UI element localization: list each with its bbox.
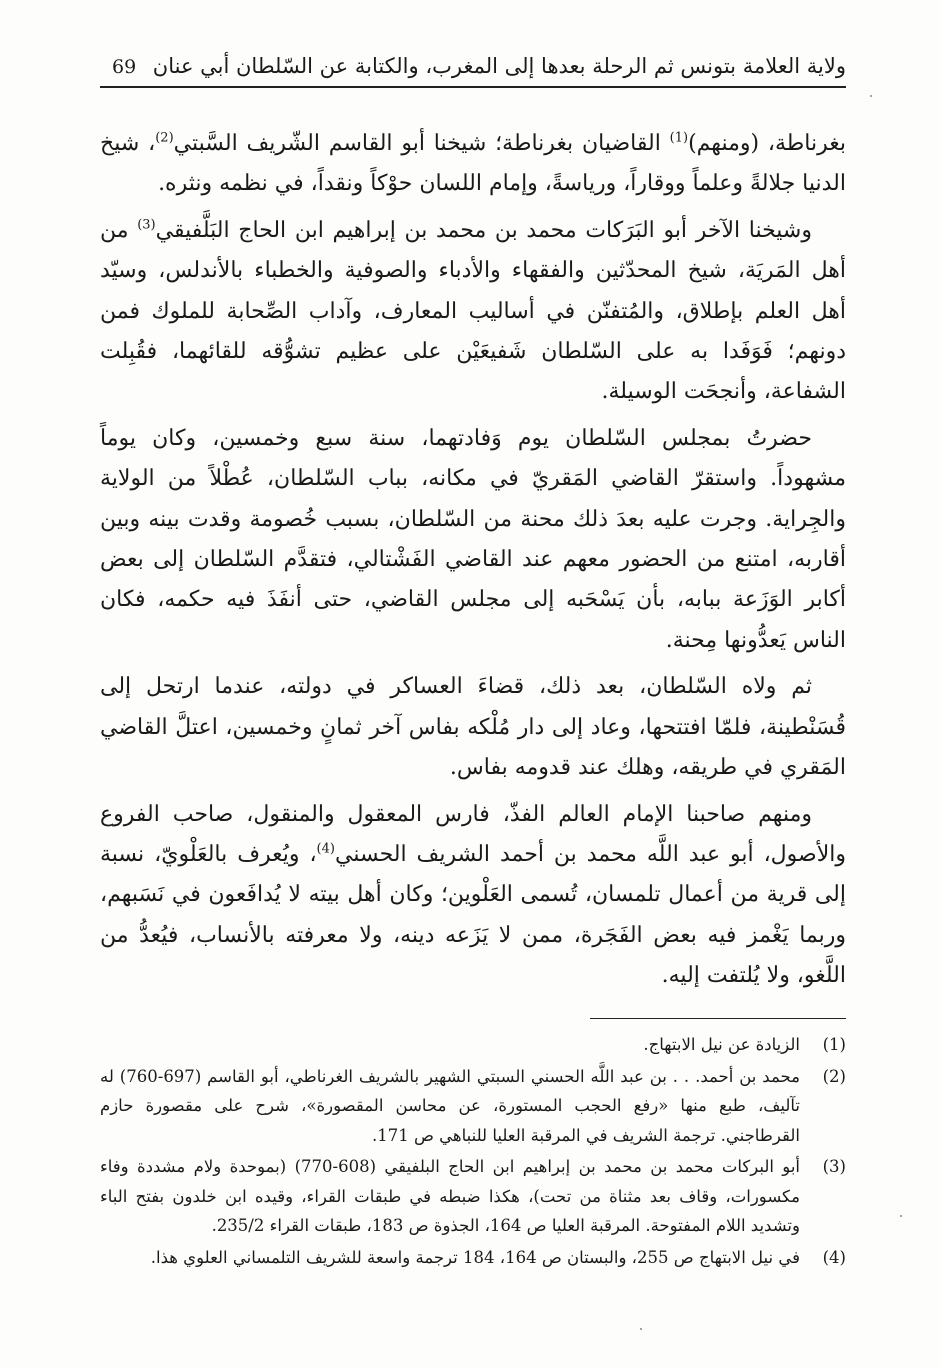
footnote-ref: (2): [155, 130, 174, 146]
paragraph: [100, 795, 846, 997]
main-text: [100, 124, 846, 1003]
page-number: 69: [112, 56, 137, 78]
footnote-separator: [590, 1018, 846, 1019]
footnote-ref: (3): [137, 217, 156, 233]
footnote-ref: (1): [669, 130, 689, 146]
footnote-number: (1): [822, 1035, 846, 1054]
footnote: [100, 1030, 846, 1060]
footnote-text: محمد بن أحمد. . . بن عبد اللَّه الحسني السبتي الشهير بالشريف الغرناطي، أبو القاسم (697-760) له تآليف، طبع منها «رفع الحجب المستورة، عن محاسن المقصورة»، شرح على مقصورة حازم القرطاجني. ترجمة الشريف في المرقبة العليا للنباهي ص 171.: [100, 1066, 800, 1145]
scan-speck: [900, 1215, 902, 1217]
text-run: ، ويُعرف بالعَلْويّ، نسبة إلى قرية من أعمال تلمسان، تُسمى العَلْوين؛ وكان أهل بيته لا يُدافَعون في نَسَبهم، وربما يَغْمز فيه بعض الفَجَرة، ممن لا يَزَعه دينه، ولا معرفته بالأنساب، فيُعدُّ من اللَّغو، ولا يُلتفت إليه.: [100, 841, 846, 989]
footnote-ref: (4): [316, 841, 335, 857]
paragraph: [100, 124, 846, 205]
footnote-text: الزيادة عن نيل الابتهاج.: [643, 1035, 800, 1054]
text-run: القاضيان بغرناطة؛ شيخنا أبو القاسم الشّريف السَّبتي: [173, 131, 670, 156]
text-run: ، شيخ الدنيا جلالةً وعلماً ووقاراً، ورياسةً، وإمام اللسان حوْكاً ونقداً، في نظمه ونثره.: [100, 131, 846, 197]
paragraph: ثم ولاه السّلطان، بعد ذلك، قضاءَ العساكر في دولته، عندما ارتحل إلى قُسَنْطينة، فلمّا افتتحها، وعاد إلى دار مُلْكه بفاس آخر ثمانٍ وخمسين، اعتلَّ القاضي المَقري في طريقه، وهلك عند قدومه بفاس.: [100, 674, 846, 781]
text-run: ومنهم صاحبنا الإمام العالم الفذّ، فارس المعقول والمنقول، صاحب الفروع والأصول، أبو عبد اللَّه محمد بن أحمد الشريف الحسني: [100, 801, 846, 867]
footnote-text: أبو البركات محمد بن محمد بن إبراهيم ابن الحاج البلفيقي (608-770) (بموحدة ولام مشددة وفاء مكسورات، وقاف بعد مثناة من تحت)، هكذا ضبطه في طبقات القراء، وقيده ابن خلدون بفتح الباء وتشديد اللام المفتوحة. المرقبة العليا ص 164، الجذوة ص 183، طبقات القراء 235/2.: [100, 1157, 801, 1235]
page-header: [100, 52, 846, 88]
footnote-text: في نيل الابتهاج ص 255، والبستان ص 164، 184 ترجمة واسعة للشريف التلمساني العلوي هذا.: [150, 1247, 800, 1267]
paragraph: [100, 211, 846, 413]
footnote-number: (4): [822, 1247, 846, 1267]
paragraph: حضرتُ بمجلس السّلطان يوم وَفادتهما، سنة سبع وخمسين، وكان يوماً مشهوداً. واستقرّ القاضي المَقريّ في مكانه، بباب السّلطان، عُطْلاً من الولاية والجِراية. وجرت عليه بعدَ ذلك محنة من السّلطان، بسبب خُصومة وقدت بينه وبين أقاربه، امتنع من الحضور معهم عند القاضي الفَشْتالي، فتقدَّم السّلطان إلى بعض أكابر الوَزَعة ببابه، بأن يَسْحَبه إلى مجلس القاضي، حتى أنفَذَ فيه حكمه، فكان الناس يَعدُّونها مِحنة.: [100, 425, 846, 653]
text-run: وشيخنا الآخر أبو البَرَكات محمد بن محمد بن إبراهيم ابن الحاج البَلَّفيقي: [155, 217, 812, 243]
scan-speck: [870, 95, 872, 97]
footnote-number: (2): [822, 1066, 846, 1086]
footnote: [100, 1152, 846, 1241]
footnote-number: (3): [822, 1157, 846, 1176]
text-run: من أهل المَريَة، شيخ المحدّثين والفقهاء والأدباء والصوفية والخطباء بالأندلس، وسيّد أهل العلم بإطلاق، والمُتفنّن في أساليب المعارف، وآداب الصِّحابة للملوك فمن دونهم؛ فَوَفَدا به على السّلطان شَفيعَيْن على عظيم تشوُّقه للقائهما، فقُبِلت الشفاعة، وأنجحَت الوسيلة.: [100, 217, 846, 405]
footnotes: [100, 1030, 846, 1274]
footnote: [100, 1243, 846, 1273]
text-run: بغرناطة، (ومنهم): [688, 131, 846, 156]
running-title: ولاية العلامة بتونس ثم الرحلة بعدها إلى المغرب، والكتابة عن السّلطان أبي عنان: [152, 54, 846, 78]
footnote: [100, 1062, 846, 1151]
scan-speck: [640, 1328, 642, 1330]
